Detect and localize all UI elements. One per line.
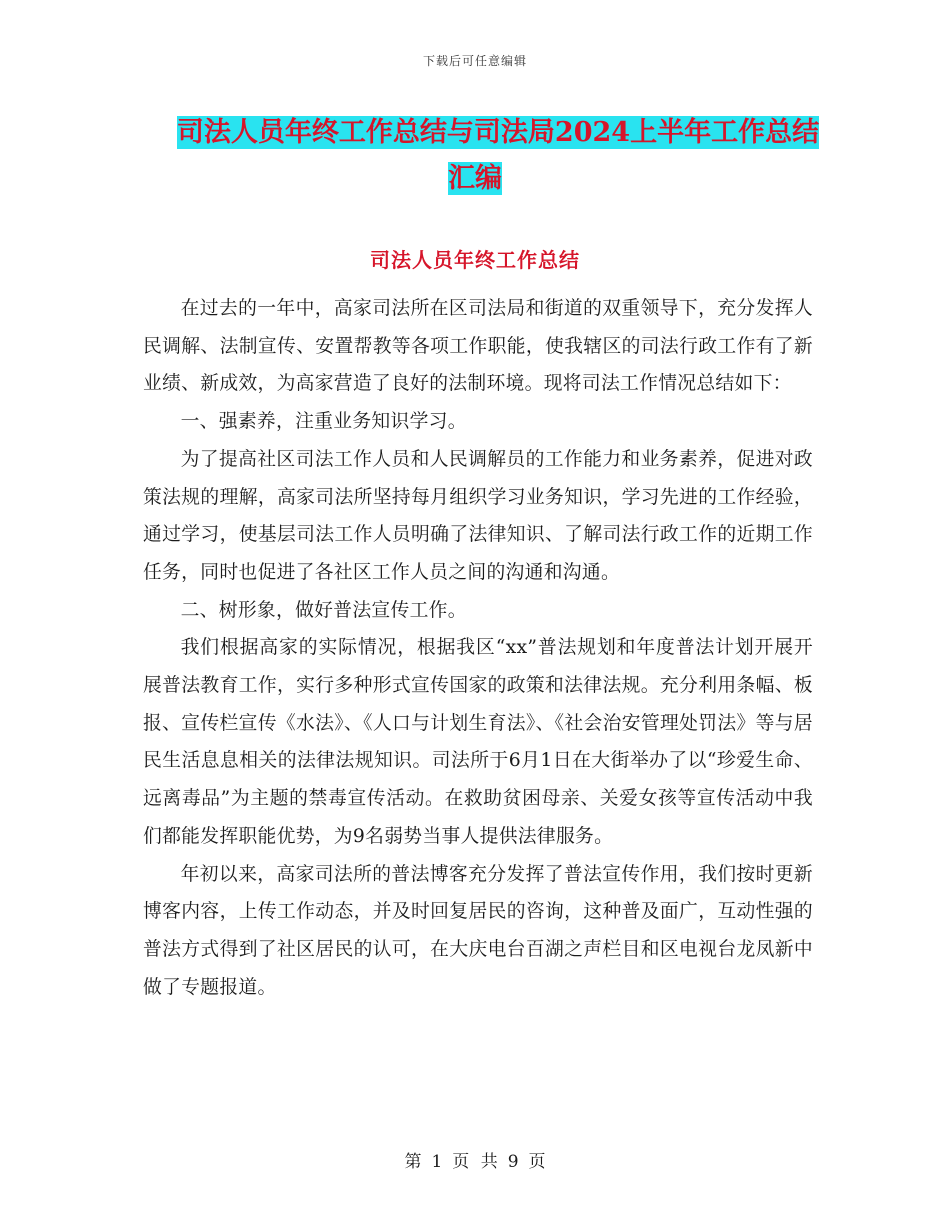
document-title-line-2: 汇编 bbox=[448, 163, 502, 194]
document-body bbox=[143, 290, 813, 1006]
paragraph-heading-2: 二、树形象，做好普法宣传工作。 bbox=[180, 599, 467, 621]
document-title-line-1: 司法人员年终工作总结与司法局2024上半年工作总结 bbox=[176, 117, 820, 148]
document-title bbox=[0, 110, 950, 202]
footer-prefix: 第 bbox=[404, 1152, 422, 1172]
paragraph-publicity: 我们根据高家的实际情况，根据我区“xx”普法规划和年度普法计划开展开展普法教育工作，实行多种形式宣传国家的政策和法律法规。充分利用条幅、板报、宣传栏宣传《水法》、《人口与计划生育法》、《社会治安管理处罚法》等与居民生活息息相关的法律法规知识。司法所于6月1日在大街举办了以“珍爱生命、远离毒品”为主题的禁毒宣传活动。在救助贫困母亲、关爱女孩等宣传活动中我们都能发挥职能优势，为9名弱势当事人提供法律服务。 bbox=[143, 637, 813, 847]
paragraph-study: 为了提高社区司法工作人员和人民调解员的工作能力和业务素养，促进对政策法规的理解，高家司法所坚持每月组织学习业务知识，学习先进的工作经验，通过学习，使基层司法工作人员明确了法律知识、了解司法行政工作的近期工作任务，同时也促进了各社区工作人员之间的沟通和沟通。 bbox=[143, 448, 813, 583]
page-number-footer bbox=[0, 1147, 950, 1172]
footer-total-pages: 9 bbox=[507, 1152, 519, 1172]
page-header-note: 下载后可任意编辑 bbox=[422, 54, 527, 68]
section-title: 司法人员年终工作总结 bbox=[370, 248, 580, 272]
paragraph-intro: 在过去的一年中，高家司法所在区司法局和街道的双重领导下，充分发挥人民调解、法制宣传、安置帮教等各项工作职能，使我辖区的司法行政工作有了新业绩、新成效，为高家营造了良好的法制环境。现将司法工作情况总结如下： bbox=[143, 298, 813, 395]
footer-suffix: 页 bbox=[528, 1152, 546, 1172]
paragraph-blog: 年初以来，高家司法所的普法博客充分发挥了普法宣传作用，我们按时更新博客内容，上传工作动态，并及时回复居民的咨询，这种普及面广，互动性强的普法方式得到了社区居民的认可，在大庆电台百湖之声栏目和区电视台龙凤新中做了专题报道。 bbox=[143, 863, 813, 998]
footer-current-page: 1 bbox=[431, 1152, 443, 1172]
footer-middle: 页 共 bbox=[452, 1152, 498, 1172]
paragraph-heading-1: 一、强素养，注重业务知识学习。 bbox=[180, 411, 467, 433]
